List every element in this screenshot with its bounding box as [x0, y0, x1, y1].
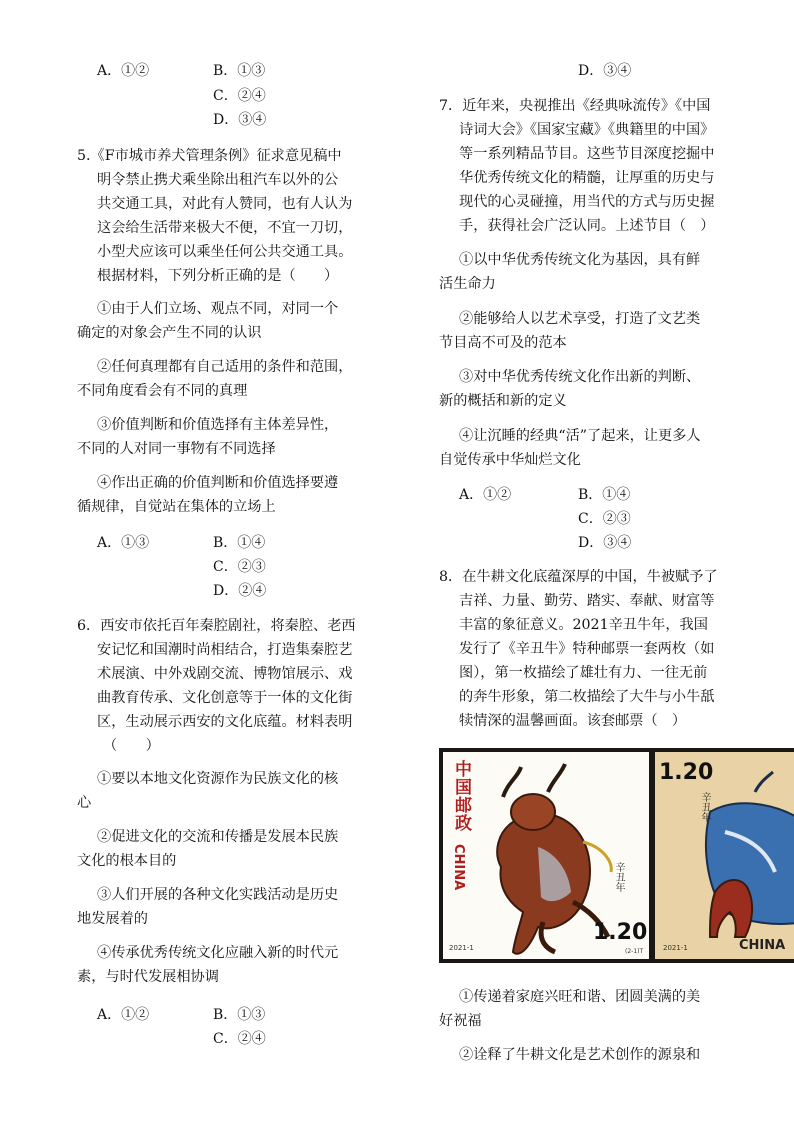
q7-option-b: B．①④ — [578, 487, 631, 503]
q7-item-2: ②能够给人以艺术享受，打造了文艺类 — [459, 311, 701, 327]
q5-item-4-cont: 循规律，自觉站在集体的立场上 — [77, 499, 276, 515]
q7-option-d: D．③④ — [578, 535, 632, 551]
q6-stem-line: 安记忆和国潮时尚相结合，打造集秦腔艺 — [97, 642, 353, 658]
stamp-country-name: 中国邮政 — [451, 760, 471, 832]
q7-item-2-cont: 节目高不可及的范本 — [439, 335, 567, 351]
q8-stem-line: 8．在牛耕文化底蕴深厚的中国，牛被赋予了 — [439, 569, 718, 585]
q6-option-d: D．③④ — [578, 63, 632, 79]
q7-item-3-cont: 新的概括和新的定义 — [439, 393, 567, 409]
q7-item-1: ①以中华优秀传统文化为基因，具有鲜 — [459, 252, 701, 268]
q7-stem-line: 手，获得社会广泛认同。上述节目（ ） — [459, 218, 715, 234]
q5-option-c: C．②③ — [213, 559, 266, 575]
stamp-face-value: 1.20 — [593, 920, 648, 945]
q5-item-4: ④作出正确的价值判断和价值选择要遵 — [97, 475, 339, 491]
q6-option-a: A．①② — [97, 1007, 150, 1023]
q8-item-1-cont: 好祝福 — [439, 1013, 482, 1029]
q5-option-d: D．②④ — [213, 583, 267, 599]
q5-item-3-cont: 不同的人对同一事物有不同选择 — [77, 441, 276, 457]
q6-stem-line: 区，生动展示西安的文化底蕴。材料表明 — [97, 714, 353, 730]
q8-stem-line: 吉祥、力量、勤劳、踏实、奉献、财富等 — [459, 593, 715, 609]
q6-stem-line: 曲教育传承、文化创意等于一体的文化街 — [97, 690, 353, 706]
q7-stem-line: 现代的心灵碰撞，用当代的方式与历史握 — [459, 194, 715, 210]
q6-item-3-cont: 地发展着的 — [77, 911, 148, 927]
q7-stem-line: 华优秀传统文化的精髓，让厚重的历史与 — [459, 170, 715, 186]
q8-stem-line: 丰富的象征意义。2021辛丑牛年，我国 — [459, 617, 708, 633]
q7-option-c: C．②③ — [578, 511, 631, 527]
q7-stem-line: 等一系列精品节目。这些节目深度挖掘中 — [459, 146, 715, 162]
q6-option-b: B．①③ — [213, 1007, 266, 1023]
q8-item-2: ②诠释了牛耕文化是艺术创作的源泉和 — [459, 1047, 701, 1063]
q8-stem-line: 发行了《辛丑牛》特种邮票一套两枚（如 — [459, 641, 715, 657]
q5-stem-line: 小型犬应该可以乘坐任何公共交通工具。 — [97, 244, 353, 260]
q5-item-3: ③价值判断和价值选择有主体差异性， — [97, 417, 339, 433]
q6-stem-line: 术展演、中外戏剧交流、博物馆展示、戏 — [97, 666, 353, 682]
q6-item-4: ④传承优秀传统文化应融入新的时代元 — [97, 945, 339, 961]
q6-item-3: ③人们开展的各种文化实践活动是历史 — [97, 887, 339, 903]
stamp2-year-name: 辛丑年 — [699, 792, 710, 822]
q4-option-c: C．②④ — [213, 88, 266, 104]
stamp-country-en: CHINA — [451, 844, 466, 891]
q8-stem-line: 图），第一枚描绘了雄壮有力、一往无前 — [459, 665, 708, 681]
stamp2-face-value: 1.20 — [659, 760, 714, 785]
stamp2-serial: 2021-1 — [663, 944, 688, 952]
q5-stem-line: 5.《F市城市养犬管理条例》征求意见稿中 — [77, 148, 342, 164]
stamp-serial-b: (2-1)T — [625, 948, 644, 955]
q7-item-3: ③对中华优秀传统文化作出新的判断、 — [459, 369, 701, 385]
q7-option-a: A．①② — [459, 487, 512, 503]
q6-item-1: ①要以本地文化资源作为民族文化的核 — [97, 771, 339, 787]
q5-item-1-cont: 确定的对象会产生不同的认识 — [77, 325, 262, 341]
q7-stem-line: 诗词大会》《国家宝藏》《典籍里的中国》 — [459, 122, 715, 138]
q4-option-d: D．③④ — [213, 112, 267, 128]
q6-item-1-cont: 心 — [77, 795, 92, 811]
q8-item-1: ①传递着家庭兴旺和谐、团圆美满的美 — [459, 989, 701, 1005]
q8-stem-line: 的奔牛形象，第二枚描绘了大牛与小牛舐 — [459, 689, 715, 705]
q5-item-2-cont: 不同角度看会有不同的真理 — [77, 383, 248, 399]
q7-stem-line: 7．近年来，央视推出《经典咏流传》《中国 — [439, 98, 711, 114]
q5-stem-line: 共交通工具，对此有人赞同，也有人认为 — [97, 196, 353, 212]
q4-option-b: B．①③ — [213, 63, 266, 79]
q5-option-b: B．①④ — [213, 535, 266, 551]
q6-stem-line: （ ） — [103, 738, 160, 754]
q5-stem-line: 明令禁止携犬乘坐除出租汽车以外的公 — [97, 172, 339, 188]
stamp-serial: 2021-1 — [449, 944, 474, 952]
q6-stem-line: 6．西安市依托百年秦腔剧社，将秦腔、老西 — [77, 618, 356, 634]
stamp-first — [443, 752, 649, 959]
q4-option-a: A．①② — [97, 63, 150, 79]
stamp-year-name: 辛丑年 — [613, 862, 624, 892]
q6-item-2-cont: 文化的根本目的 — [77, 853, 177, 869]
stamp-second — [655, 752, 794, 959]
q6-item-4-cont: 素，与时代发展相协调 — [77, 969, 219, 985]
q7-item-4-cont: 自觉传承中华灿烂文化 — [439, 452, 581, 468]
q5-stem-line: 这会给生活带来极大不便，不宜一刀切， — [97, 220, 353, 236]
stamp-image — [439, 748, 794, 963]
q5-stem-line: 根据材料，下列分析正确的是（ ） — [97, 268, 339, 284]
stamp2-country-en: CHINA — [739, 938, 786, 953]
q5-item-1: ①由于人们立场、观点不同，对同一个 — [97, 301, 339, 317]
q7-item-4: ④让沉睡的经典“活”了起来，让更多人 — [459, 428, 701, 444]
q7-item-1-cont: 活生命力 — [439, 276, 496, 292]
q8-stem-line: 犊情深的温馨画面。该套邮票（ ） — [459, 713, 687, 729]
q5-option-a: A．①③ — [97, 535, 150, 551]
q6-option-c: C．②④ — [213, 1031, 266, 1047]
q6-item-2: ②促进文化的交流和传播是发展本民族 — [97, 829, 339, 845]
q5-item-2: ②任何真理都有自己适用的条件和范围， — [97, 359, 353, 375]
